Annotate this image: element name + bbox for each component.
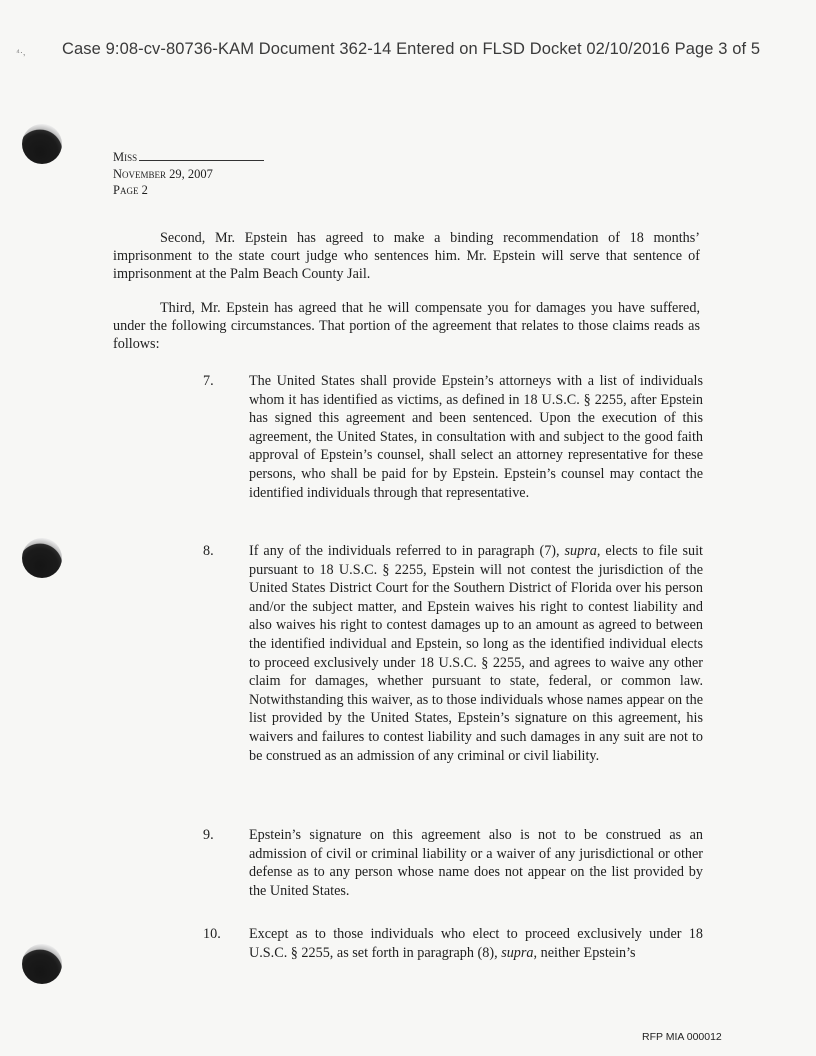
- scan-mark: ⁴·,: [16, 47, 26, 57]
- body-paragraph: [113, 299, 700, 353]
- punch-hole-bottom: [22, 944, 62, 984]
- recipient-line: [113, 149, 264, 166]
- item-text-part: , elects to file suit pursuant to 18 U.S.C. § 2255, Epstein will not contest the jurisdiction of the United States District Court for the Southern District of Florida over his person and/or the subject matter, and Epstein waives his right to contest liability and also waives his right to contest damages up to an amount as agreed to between the identified individual and Epstein, so long as the identified individual elects to proceed exclusively under 18 U.S.C. § 2255, and agrees to waive any other claim for damages, whether pursuant to state, federal, or common law. Notwithstanding this waiver, as to those individuals whose names appear on the list provided by the United States, Epstein’s signature on this agreement, his waivers and failures to contest liability and such damages in any suit are not to be construed as an admission of any criminal or civil liability.: [249, 543, 703, 764]
- redacted-name-blank: [139, 149, 264, 161]
- letter-page-number: Page 2: [113, 183, 148, 197]
- punch-hole-middle: [22, 538, 62, 578]
- item-text-part: Except as to those individuals who elect to proceed exclusively under 18 U.S.C. § 2255, as set forth in paragraph (8),: [249, 926, 703, 961]
- item-number: 7.: [203, 373, 214, 389]
- item-text: [249, 925, 703, 962]
- letter-date: November 29, 2007: [113, 166, 213, 181]
- agreement-item-10: [203, 925, 703, 962]
- item-number: 9.: [203, 827, 214, 843]
- item-text: [249, 542, 703, 765]
- item-text-italic: supra: [501, 944, 534, 961]
- agreement-item-8: [203, 542, 703, 765]
- item-text: The United States shall provide Epstein’s attorneys with a list of individuals whom it has identified as victims, as defined in 18 U.S.C. § 2255, after Epstein has signed this agreement and been sentenced. Upon the execution of this agreement, the United States, in consultation with and subject to the good faith approval of Epstein’s counsel, shall select an attorney representative for these persons, who shall be paid for by Epstein. Epstein’s counsel may contact the identified individuals through that representative.: [249, 373, 703, 501]
- item-text-italic: supra: [564, 543, 597, 559]
- item-text-part: If any of the individuals referred to in paragraph (7),: [249, 543, 565, 559]
- paragraph-text: Third, Mr. Epstein has agreed that he will compensate you for damages you have suffered, under the following circumstances. That portion of the agreement that relates to those claims reads as follows:: [113, 300, 700, 352]
- item-number: 10.: [203, 926, 221, 942]
- item-number: 8.: [203, 543, 214, 559]
- letter-meta: [113, 149, 264, 199]
- paragraph-text: Second, Mr. Epstein has agreed to make a binding recommendation of 18 months’ imprisonment to the state court judge who sentences him. Mr. Epstein will serve that sentence of imprisonment at the Palm Beach County Jail.: [113, 230, 700, 282]
- court-header: Case 9:08-cv-80736-KAM Document 362-14 Entered on FLSD Docket 02/10/2016 Page 3 of 5: [62, 40, 761, 58]
- item-text-part: , neither Epstein’s: [533, 944, 636, 961]
- agreement-item-9: [203, 826, 703, 900]
- recipient: Miss: [113, 150, 138, 164]
- agreement-item-7: [203, 372, 703, 502]
- bates-number: RFP MIA 000012: [642, 1031, 722, 1043]
- item-text: Epstein’s signature on this agreement also is not to be construed as an admission of civil or criminal liability or a waiver of any jurisdictional or other defense as to any person whose name does not appear on the list provided by the United States.: [249, 827, 703, 899]
- body-paragraph: [113, 229, 700, 283]
- punch-hole-top: [22, 124, 62, 164]
